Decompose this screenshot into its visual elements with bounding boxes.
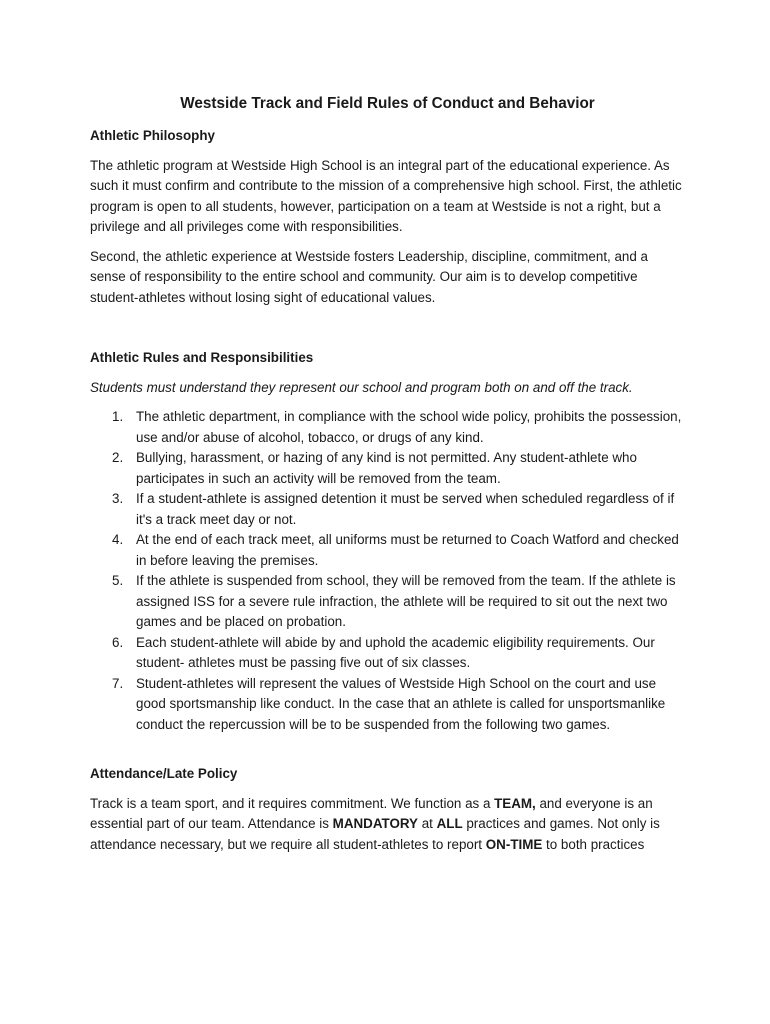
emphasis-all: ALL bbox=[436, 816, 463, 831]
rule-item bbox=[112, 674, 685, 736]
document-title: Westside Track and Field Rules of Conduct and Behavior bbox=[180, 95, 595, 112]
rule-number: 3. bbox=[112, 491, 124, 506]
attendance-heading: Attendance/Late Policy bbox=[90, 766, 238, 781]
rule-item bbox=[112, 489, 685, 530]
rule-item bbox=[112, 530, 685, 571]
attendance-text: and everyone is an essential part of our team. Attendance is bbox=[90, 795, 653, 831]
rule-number: 6. bbox=[112, 634, 124, 650]
rule-number: 1. bbox=[112, 409, 124, 424]
rule-text: Bullying, harassment, or hazing of any kind is not permitted. Any student-athlete who participates in such an activity will be removed from the team. bbox=[136, 450, 637, 486]
emphasis-dash: - bbox=[505, 836, 511, 852]
rule-number: 5. bbox=[112, 573, 124, 588]
rule-text: Each student-athlete will abide by and uphold the academic eligibility requirements. Our student- athletes must be passing five out of six classes. bbox=[136, 634, 655, 670]
rules-heading: Athletic Rules and Responsibilities bbox=[90, 350, 314, 365]
rule-item bbox=[112, 448, 685, 489]
attendance-text: at bbox=[417, 816, 437, 831]
philosophy-heading: Athletic Philosophy bbox=[90, 128, 215, 143]
section-spacer bbox=[90, 317, 685, 348]
rule-item bbox=[112, 633, 685, 674]
rule-text: If the athlete is suspended from school, they will be removed from the team. If the athlete is assigned ISS for a severe rule infraction, the athlete will be required to sit out the next two games and be placed on probation. bbox=[136, 573, 676, 629]
attendance-paragraph bbox=[90, 794, 685, 856]
emphasis-on: ON bbox=[485, 836, 506, 852]
rule-text: Student-athletes will represent the values of Westside High School on the court and use good sportsmanship like conduct. In the case that an athlete is called for unsportsmanlike conduct the repercussion will be to be suspended from the following two games. bbox=[136, 675, 666, 732]
emphasis-mandatory: MANDATORY bbox=[332, 816, 418, 831]
document-body bbox=[90, 93, 685, 864]
philosophy-paragraph-1: The athletic program at Westside High School is an integral part of the educational experience. As such it must confirm and contribute to the mission of a comprehensive high school. First, the athletic program is open to all students, however, participation on a team at Westside is not a right, but a privilege and all privileges come with responsibilities. bbox=[90, 157, 682, 234]
rules-intro: Students must understand they represent our school and program both on and off the track. bbox=[90, 379, 633, 395]
rule-text: The athletic department, in compliance with the school wide policy, prohibits the possession, use and/or abuse of alcohol, tobacco, or drugs of any kind. bbox=[136, 409, 682, 445]
rule-item bbox=[112, 407, 685, 448]
philosophy-paragraph-2: Second, the athletic experience at Westside fosters Leadership, discipline, commitment, and a sense of responsibility to the entire school and community. Our aim is to develop competitive student-athletes without losing sight of educational values. bbox=[90, 248, 648, 305]
rule-item bbox=[112, 571, 685, 633]
rule-text: If a student-athlete is assigned detention it must be served when scheduled regardless of if it's a track meet day or not. bbox=[136, 491, 675, 527]
section-spacer bbox=[90, 735, 685, 764]
rule-number: 4. bbox=[112, 532, 124, 547]
rules-list bbox=[90, 407, 685, 735]
rule-number: 7. bbox=[112, 675, 124, 691]
attendance-text: Track is a team sport, and it requires commitment. We function as a bbox=[90, 795, 495, 811]
rule-number: 2. bbox=[112, 450, 124, 465]
rule-text: At the end of each track meet, all uniforms must be returned to Coach Watford and checked in before leaving the premises. bbox=[136, 532, 679, 568]
attendance-text: to both practices bbox=[542, 836, 645, 852]
attendance-text: practices and games. Not only is attendance necessary, but we require all student-athletes to report bbox=[90, 816, 660, 852]
emphasis-team: TEAM, bbox=[494, 795, 536, 811]
emphasis-time: TIME bbox=[510, 836, 543, 852]
